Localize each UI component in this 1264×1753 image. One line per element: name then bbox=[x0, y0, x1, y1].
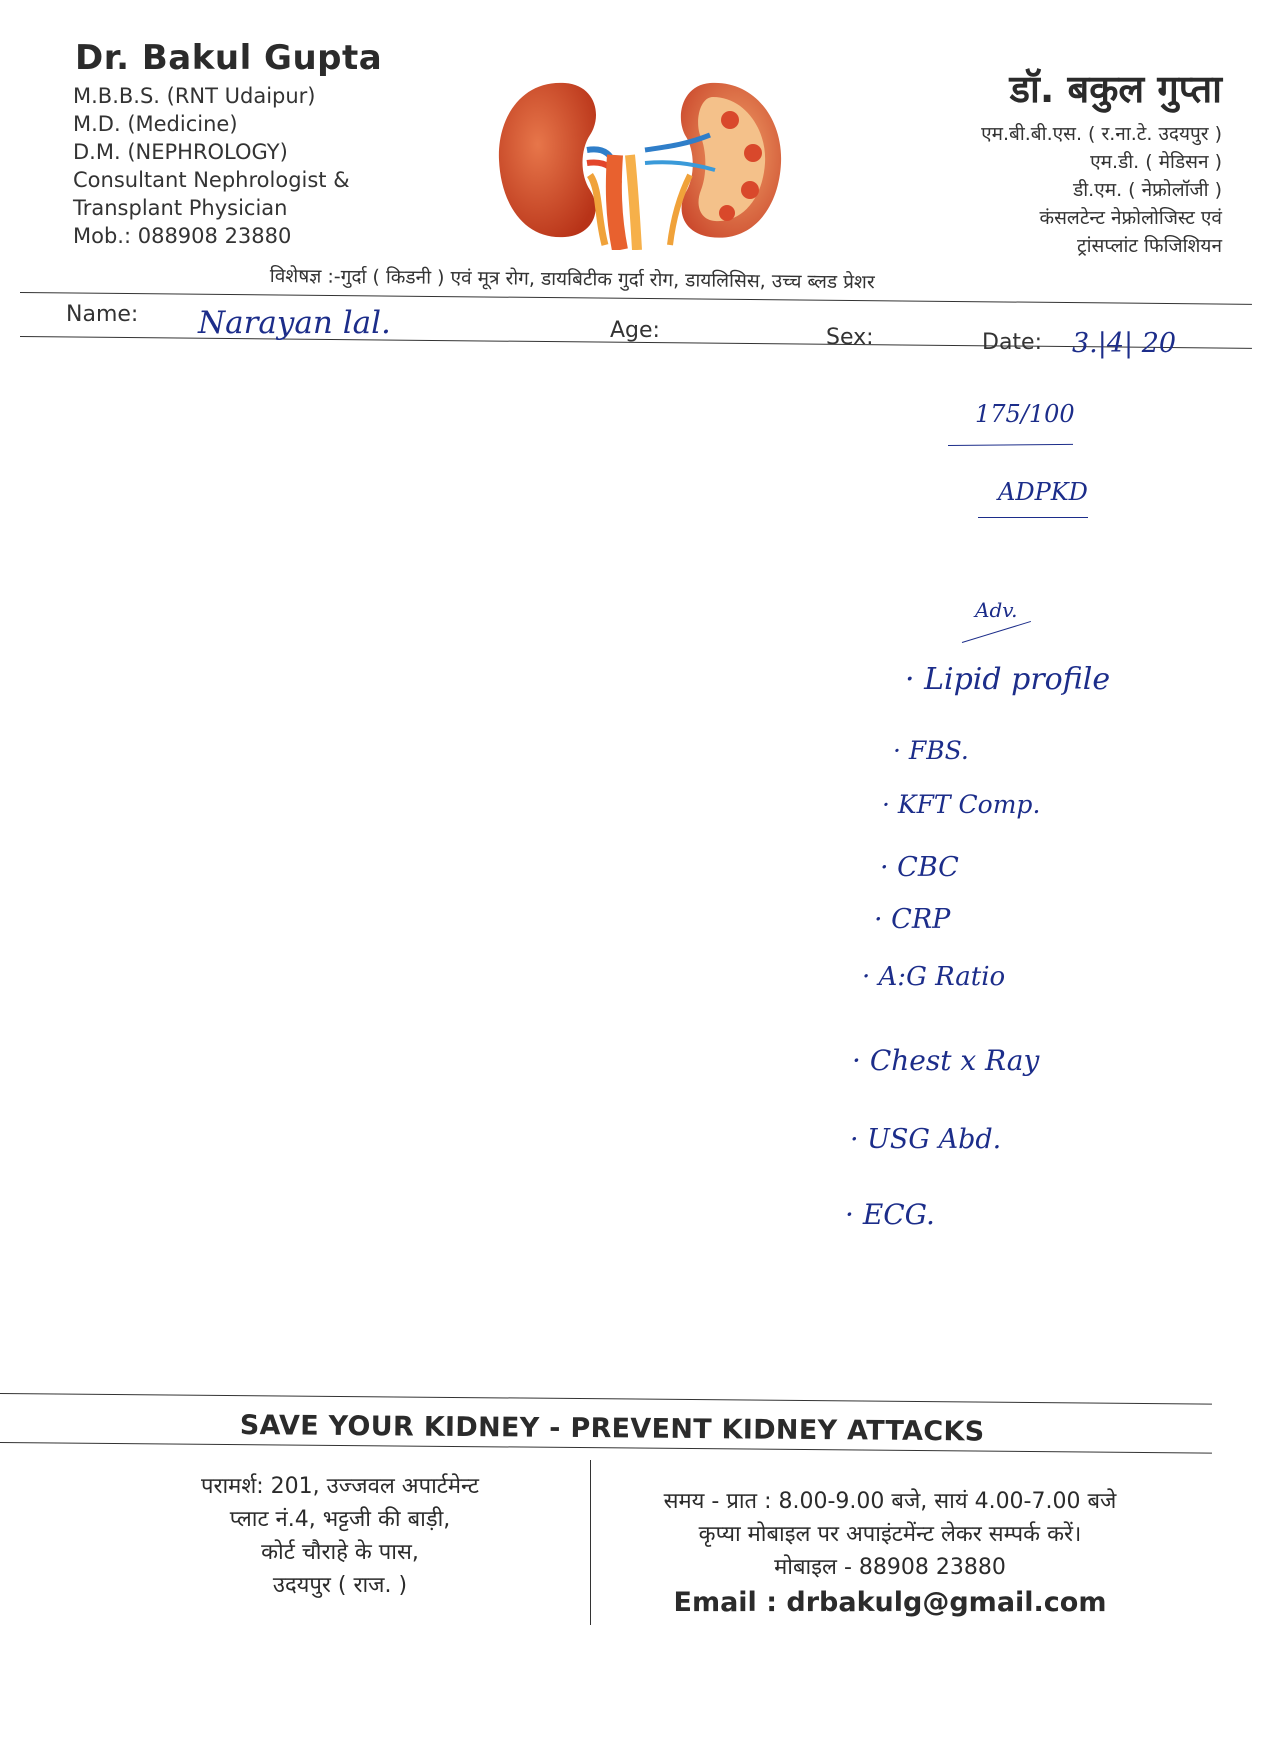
test-label: KFT Comp. bbox=[897, 790, 1041, 819]
divider bbox=[20, 292, 1252, 305]
test-item: · KFT Comp. bbox=[882, 790, 1041, 819]
qualification-line-hi: एम.बी.बी.एस. ( र.ना.टे. उदयपुर ) bbox=[981, 123, 1222, 145]
age-label: Age: bbox=[610, 318, 660, 343]
test-item: · Chest x Ray bbox=[852, 1044, 1040, 1077]
email-line: Email : drbakulg@gmail.com bbox=[673, 1587, 1107, 1618]
qualification-line-hi: कंसलटेन्ट नेफ्रोलोजिस्ट एवं bbox=[1039, 207, 1222, 229]
mobile-line: Mob.: 088908 23880 bbox=[73, 224, 292, 248]
date-value: 3.|4| 20 bbox=[1072, 328, 1177, 359]
diagnosis-note: ADPKD bbox=[998, 478, 1088, 506]
qualification-line-hi: ट्रांसप्लांट फिजिशियन bbox=[1077, 235, 1222, 257]
mobile-line: मोबाइल - 88908 23880 bbox=[774, 1555, 1006, 1580]
qualification-line: D.M. (NEPHROLOGY) bbox=[73, 140, 288, 164]
footer-divider bbox=[590, 1460, 591, 1625]
doctor-name-en: Dr. Bakul Gupta bbox=[75, 38, 383, 78]
appointment-line: कृप्या मोबाइल पर अपाइंटमेंन्ट लेकर सम्पर्क करें। bbox=[698, 1522, 1082, 1547]
qualifications-en bbox=[73, 82, 350, 250]
address-line: प्लाट नं.4, भट्टजी की बाड़ी, bbox=[229, 1507, 451, 1532]
speciality-line: विशेषज्ञ :-गुर्दा ( किडनी ) एवं मूत्र रोग, डायबिटीक गुर्दा रोग, डायलिसिस, उच्च ब्लड प्रेशर bbox=[269, 264, 875, 294]
patient-name: Narayan lal. bbox=[198, 305, 391, 341]
test-item: · Lipid profile bbox=[905, 662, 1111, 697]
address-line: परामर्श: 201, उज्जवल अपार्टमेन्ट bbox=[200, 1474, 480, 1499]
name-label: Name: bbox=[66, 302, 139, 327]
test-label: CBC bbox=[897, 852, 959, 883]
clinic-timing bbox=[605, 1485, 1175, 1619]
kidney-icon bbox=[495, 75, 785, 250]
test-label: FBS. bbox=[908, 736, 969, 765]
address-line: उदयपुर ( राज. ) bbox=[272, 1573, 408, 1598]
advice-heading: Adv. bbox=[975, 598, 1018, 622]
blood-pressure-note: 175/100 bbox=[975, 400, 1075, 428]
clinic-address bbox=[150, 1470, 530, 1602]
underline bbox=[948, 444, 1073, 446]
test-label: CRP bbox=[891, 904, 951, 935]
doctor-name-hi: डॉ. बकुल गुप्ता bbox=[1009, 67, 1222, 111]
test-item: · FBS. bbox=[893, 736, 969, 765]
underline bbox=[962, 621, 1031, 643]
slogan: SAVE YOUR KIDNEY - PREVENT KIDNEY ATTACKS bbox=[239, 1410, 985, 1448]
qualification-line: Transplant Physician bbox=[73, 196, 288, 220]
test-label: A:G Ratio bbox=[878, 962, 1006, 992]
divider bbox=[0, 1393, 1212, 1405]
test-item: · A:G Ratio bbox=[862, 962, 1006, 992]
sex-label: Sex: bbox=[826, 325, 874, 350]
address-line: कोर्ट चौराहे के पास, bbox=[261, 1540, 419, 1565]
qualification-line: M.D. (Medicine) bbox=[73, 112, 238, 136]
date-label: Date: bbox=[982, 330, 1042, 355]
underline bbox=[978, 517, 1088, 518]
qualification-line: Consultant Nephrologist & bbox=[73, 168, 350, 192]
test-label: ECG. bbox=[862, 1198, 935, 1231]
test-item: · USG Abd. bbox=[850, 1124, 1002, 1155]
qualification-line-hi: एम.डी. ( मेडिसन ) bbox=[1090, 151, 1222, 173]
timing-line: समय - प्रात : 8.00-9.00 बजे, सायं 4.00-7.00 बजे bbox=[663, 1489, 1117, 1514]
qualification-line: M.B.B.S. (RNT Udaipur) bbox=[73, 84, 316, 108]
test-item: · CRP bbox=[874, 904, 951, 935]
qualifications-hi bbox=[981, 120, 1222, 260]
test-item: · CBC bbox=[880, 852, 959, 883]
test-label: USG Abd. bbox=[867, 1124, 1002, 1155]
test-label: Chest x Ray bbox=[869, 1044, 1040, 1077]
test-item: · ECG. bbox=[845, 1198, 935, 1231]
qualification-line-hi: डी.एम. ( नेफ्रोलॉजी ) bbox=[1073, 179, 1222, 201]
test-label: Lipid profile bbox=[924, 662, 1111, 697]
